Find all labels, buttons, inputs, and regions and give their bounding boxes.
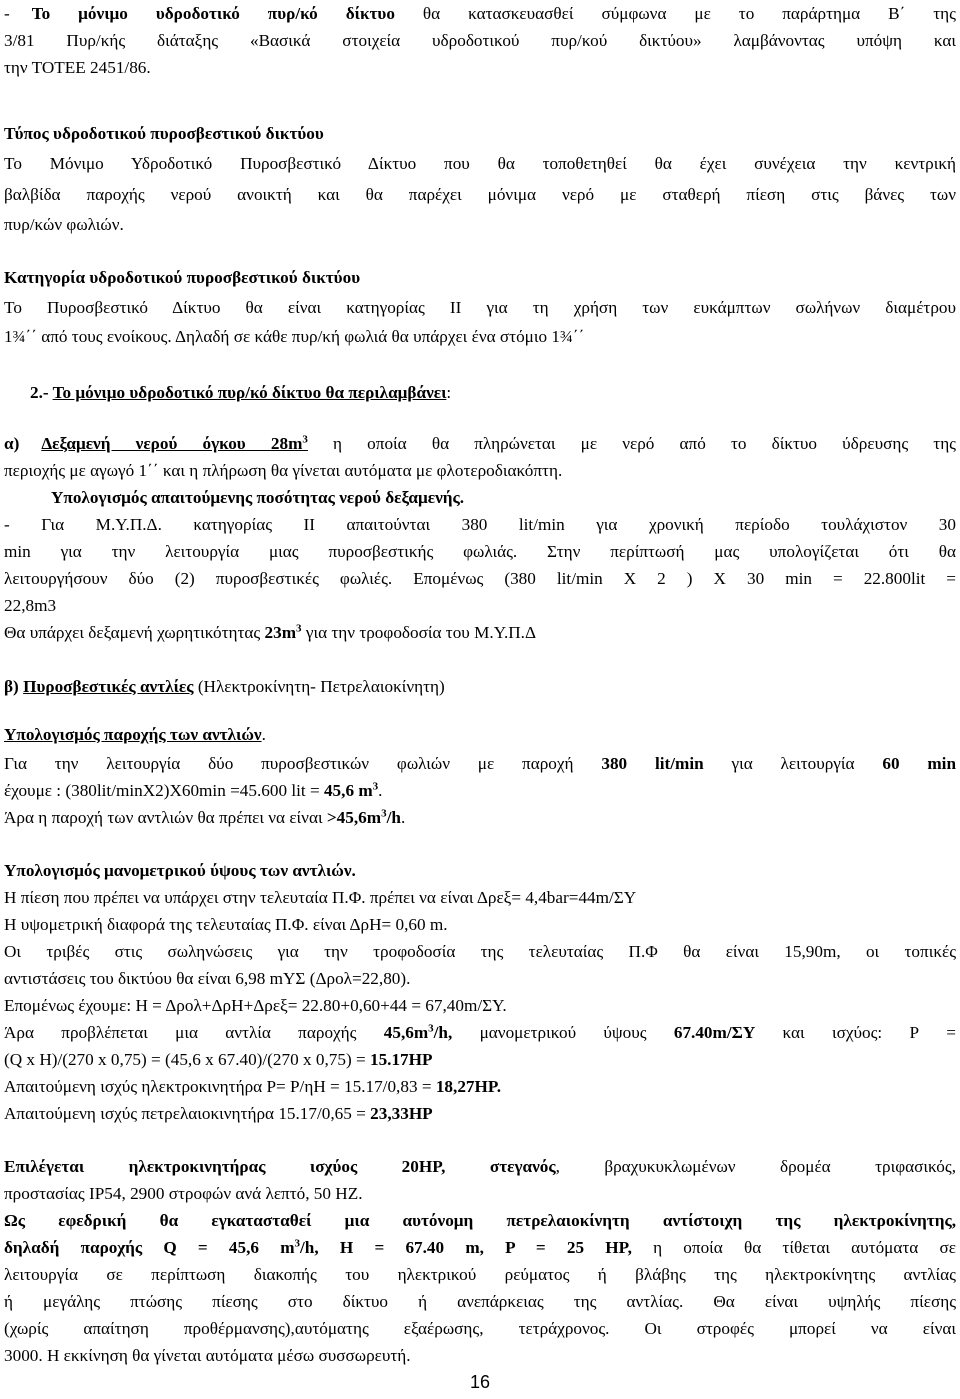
item-b-calc-title: Υπολογισμός παροχής των αντλιών. (4, 725, 266, 744)
mano-line-7: (Q x H)/(270 x 0,75) = (45,6 x 67.40)/(270 x 0,75) = 15.17ΗΡ (4, 1050, 433, 1069)
item-a-calc-line-4: 22,8m3 (4, 596, 57, 615)
mano-title: Υπολογισμός μανομετρικού ύψους των αντλιών. (4, 861, 356, 880)
item-b-title: Πυροσβεστικές αντλίες (23, 677, 194, 696)
item-a-calc-line-3: λειτουργήσουν δύο (2) πυροσβεστικές φωλιές. Επομένως (380 lit/min Χ 2 ) Χ 30 min = 22.800lit = (4, 569, 956, 588)
section-2-heading: 2.- Το μόνιμο υδροδοτικό πυρ/κό δίκτυο θα περιλαμβάνει: (30, 383, 452, 402)
item-a-title: Δεξαμενή νερού όγκου $28m^3$ (41, 433, 308, 453)
section-2-title: Το μόνιμο υδροδοτικό πυρ/κό δίκτυο θα περιλαμβάνει (52, 383, 447, 402)
intro-line-2: 3/81 Πυρ/κής διάταξης «Βασικά στοιχεία υδροδοτικού πυρ/κού δικτύου» λαμβάνοντας υπόψη και (4, 31, 956, 50)
mano-line-1: Η πίεση που πρέπει να υπάρχει στην τελευταία Π.Φ. πρέπει να είναι Δρεξ= 4,4bar=44m/ΣΥ (4, 888, 637, 907)
dash: - (4, 4, 10, 23)
intro-line-1 (4, 0, 956, 27)
mano-line-5: Επομένως έχουμε: Η = Δρολ+ΔρΗ+Δρεξ= 22.80+0,60+44 = 67,40m/ΣΥ. (4, 996, 507, 1015)
item-a-line-2: περιοχής με αγωγό 1΄΄ και η πλήρωση θα γίνεται αυτόματα με φλοτεροδιακόπτη. (4, 461, 563, 480)
item-a-calc-line-1: - Για Μ.Υ.Π.Δ. κατηγορίας ΙΙ απαιτούνται 380 lit/min για χρονική περίοδο τουλάχιστον 30 (4, 515, 956, 534)
item-a-line-1: α) Δεξαμενή νερού όγκου $28m^3$ η οποία θα πληρώνεται με νερό από το δίκτυο ύδρευσης της (4, 433, 956, 453)
epil-line-2: προστασίας ΙΡ54, 2900 στροφών ανά λεπτό, 50 ΗΖ. (4, 1184, 363, 1203)
mano-line-4: αντιστάσεις του δικτύου θα είναι 6,98 mΥΣ (Δρολ=22,80). (4, 969, 411, 988)
mano-line-3: Οι τριβές στις σωληνώσεις για την τροφοδοσία της τελευταίας Π.Φ θα είναι 15,90m, οι τοπικές (4, 942, 956, 961)
kat-line-1: Το Πυροσβεστικό Δίκτυο θα είναι κατηγορίας ΙΙ για τη χρήση των ευκάμπτων σωλήνων διαμέτρου (4, 298, 956, 317)
epil-line-4: δηλαδή παροχής Q = 45,6 $m^3/h$, H = 67.40 m, P = 25 HP, η οποία θα τίθεται αυτόματα σε (4, 1237, 956, 1257)
item-b-line-1: Για την λειτουργία δύο πυροσβεστικών φωλιών με παροχή 380 lit/min για λειτουργία 60 min (4, 754, 957, 773)
page-number: 16 (469, 1372, 491, 1392)
item-a-calc-line-5: Θα υπάρχει δεξαμενή χωρητικότητας $23m^3$ για την τροφοδοσία του Μ.Υ.Π.Δ (4, 622, 537, 642)
mano-line-2: Η υψομετρική διαφορά της τελευταίας Π.Φ. είναι ΔρΗ= 0,60 m. (4, 915, 448, 934)
kat-title: Κατηγορία υδροδοτικού πυροσβεστικού δικτύου (4, 268, 361, 287)
intro-text: θα κατασκευασθεί σύμφωνα με το παράρτημα Β΄ της (394, 4, 956, 23)
epil-line-1: Επιλέγεται ηλεκτροκινητήρας ισχύος 20ΗΡ, στεγανός, βραχυκυκλωμένων δρομέα τριφασικός, (4, 1157, 956, 1176)
kat-line-2: 1¾΄΄ από τους ενοίκους. Δηλαδή σε κάθε πυρ/κή φωλιά θα υπάρχει ένα στόμιο 1¾΄΄ (4, 327, 585, 346)
item-b-line-3: Άρα η παροχή των αντλιών θα πρέπει να $\varepsilon ί\nu\alpha\iota >45,6m^3/h$. (4, 807, 406, 827)
mano-line-6: Άρα προβλέπεται μια αντλία παροχής $45,6m^3/h$, μανομετρικού ύψους 67.40m/ΣΥ και ισχύος: Ρ = (4, 1022, 956, 1042)
item-b-heading: β) Πυροσβεστικές αντλίες (Ηλεκτροκίνητη- Πετρελαιοκίνητη) (4, 677, 445, 696)
typos-title: Τύπος υδροδοτικού πυροσβεστικού δικτύου (4, 124, 324, 143)
typos-line-2: βαλβίδα παροχής νερού ανοικτή και θα παρέχει μόνιμα νερό με σταθερή πίεση στις βάνες των (4, 185, 956, 204)
typos-line-3: πυρ/κών φωλιών. (4, 215, 124, 234)
item-a-calc-line-2: min για την λειτουργία μιας πυροσβεστικής φωλιάς. Στην περίπτωσή μας υπολογίζεται ότι θα (4, 542, 956, 561)
mano-line-9: Απαιτούμενη ισχύς πετρελαιοκινητήρα 15.17/0,65 = 23,33ΗΡ (4, 1104, 433, 1123)
epil-line-8: 3000. Η εκκίνηση θα γίνεται αυτόματα μέσω συσσωρευτή. (4, 1346, 411, 1365)
epil-line-7: (χωρίς απαίτηση προθέρμανσης),αυτόματης εξαέρωσης, τετράχρονος. Οι στροφές μπορεί να είναι (4, 1319, 956, 1338)
intro-line-3: την ΤΟΤΕΕ 2451/86. (4, 58, 151, 77)
epil-line-5: λειτουργία σε περίπτωση διακοπής του ηλεκτρικού ρεύματος ή βλάβης της ηλεκτροκίνητης αντλίας (4, 1265, 956, 1284)
item-a-calc-title: Υπολογισμός απαιτούμενης ποσότητας νερού δεξαμενής. (51, 488, 465, 507)
typos-line-1: Το Μόνιμο Υδροδοτικό Πυροσβεστικό Δίκτυο που θα τοποθετηθεί θα έχει συνέχεια την κεντρική (4, 154, 956, 173)
epil-line-3: Ως εφεδρική θα εγκατασταθεί μια αυτόνομη πετρελαιοκίνητη αντίστοιχη της ηλεκτροκίνητης, (4, 1211, 956, 1230)
item-b-line-2: έχουμε : (380lit/minX2)X60min =45.600 lit = 45,6 $m^3$. (4, 780, 383, 800)
mano-line-8: Απαιτούμενη ισχύς ηλεκτροκινητήρα Ρ= Ρ/ηΗ = 15.17/0,83 = 18,27ΗΡ. (4, 1077, 502, 1096)
epil-line-6: ή μεγάλης πτώσης πίεσης στο δίκτυο ή ανεπάρκειας της αντλίας. Θα είναι υψηλής πίεσης (4, 1292, 956, 1311)
intro-bold: Το μόνιμο υδροδοτικό πυρ/κό δίκτυο (31, 4, 395, 23)
